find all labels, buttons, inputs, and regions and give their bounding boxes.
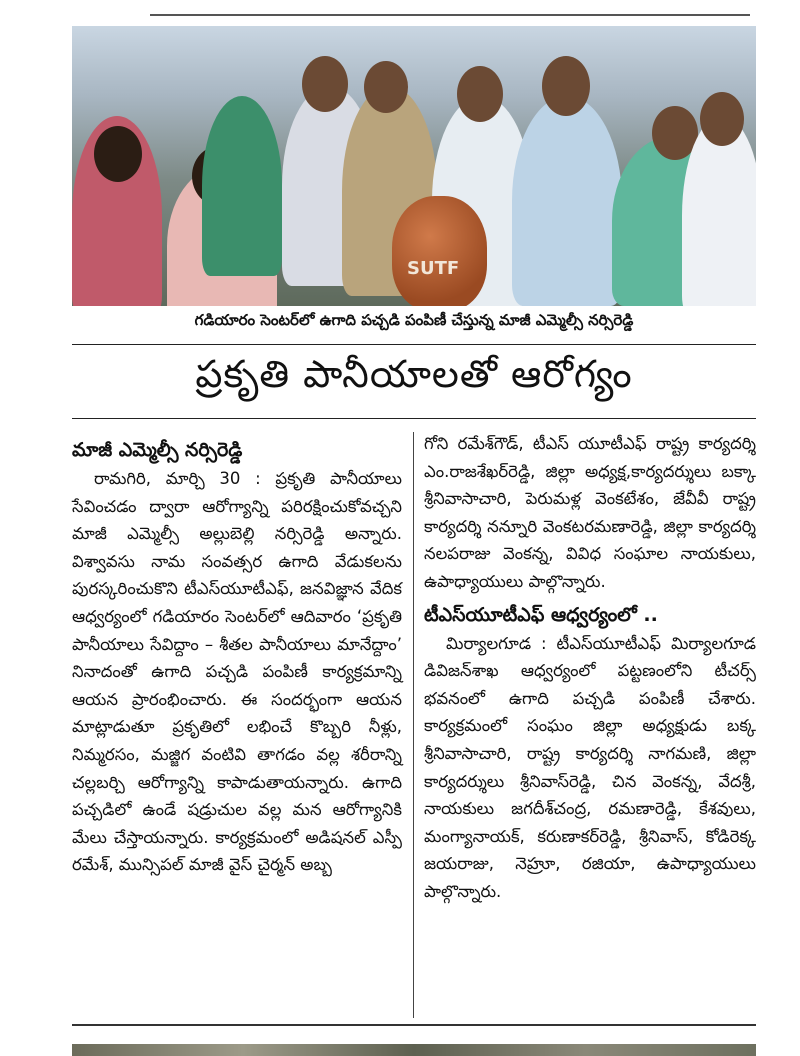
subheading: టీఎస్‌యూటీఎఫ్ ఆధ్వర్యంలో .. — [424, 603, 658, 626]
right-column-body: గోని రమేశ్‌గౌడ్, టీఎస్ యూటీఎఫ్ రాష్ట్ర కార్యదర్శి ఎం.రాజశేఖర్‌రెడ్డి, జిల్లా అధ్యక్ష,కార్యదర్శులు బక్కా శ్రీనివాసాచారి, పెరుమళ్ల వెంకటేశం, జేవీవీ రాష్ట్ర కార్యదర్శి నన్నూరి వెంకటరమణారెడ్డి, జిల్లా కార్యదర్శి నలపరాజు వెంకన్న, వివిధ సంఘాల నాయకులు, ఉపాధ్యాయులు పాల్గొన్నారు. — [424, 434, 756, 591]
headline-rule — [72, 418, 756, 419]
clay-pot — [392, 196, 487, 306]
bottom-rule — [72, 1024, 756, 1026]
person-figure — [512, 96, 622, 306]
person-head — [542, 56, 590, 116]
person-head — [364, 61, 408, 113]
top-rule — [150, 14, 750, 16]
news-photo — [72, 26, 756, 306]
person-head — [302, 56, 348, 112]
person-head — [700, 92, 744, 146]
caption-rule — [72, 344, 756, 345]
right-column-body-2: మిర్యాలగూడ : టీఎస్‌యూటీఎఫ్ మిర్యాలగూడ డివిజన్‌శాఖ ఆధ్వర్యంలో పట్టణంలోని టీచర్స్ భవనంలో ఉగాది పచ్చడి పంపిణీ చేశారు. కార్యక్రమంలో సంఘం జిల్లా అధ్యక్షుడు బక్క శ్రీనివాసాచారి, రాష్ట్ర కార్యదర్శి నాగమణి, జిల్లా కార్యదర్శులు శ్రీనివాస్‌రెడ్డి, చిన వెంకన్న, వేదశ్రీ, నాయకులు జగదీశ్‌చంద్ర, రమణారెడ్డి, కేశవులు, మంగ్యానాయక్, కరుణాకర్‌రెడ్డి, శ్రీనివాస్, కోడిరెక్క జయరాజు, నెహ్రూ, రజియా, ఉపాధ్యాయులు పాల్గొన్నారు. — [424, 633, 756, 901]
photo-caption: గడియారం సెంటర్‌లో ఉగాది పచ్చడి పంపిణీ చేస్తున్న మాజీ ఎమ్మెల్సీ నర్సిరెడ్డి — [194, 311, 634, 329]
pot-label: SUTF — [407, 258, 460, 279]
byline: మాజీ ఎమ్మెల్సీ నర్సిరెడ్డి — [72, 439, 243, 461]
left-column-body: రామగిరి, మార్చి 30 : ప్రకృతి పానీయాలు సేవించడం ద్వారా ఆరోగ్యాన్ని పరిరక్షించుకోవచ్చని మాజీ ఎమ్మెల్సీ అల్లుబెల్లి నర్సిరెడ్డి అన్నారు. విశ్వావసు నామ సంవత్సర ఉగాది వేడుకలను పురస్కరించుకొని టీఎస్‌యూటీఎఫ్, జనవిజ్ఞాన వేదిక ఆధ్వర్యంలో గడియారం సెంటర్‌లో ఆదివారం ‘ప్రకృతి పానీయాలు సేవిద్దాం – శీతల పానీయాలు మానేద్దాం’ నినాదంతో ఉగాది పచ్చడి పంపిణీ కార్యక్రమాన్ని ఆయన ప్రారంభించారు. ఈ సందర్భంగా ఆయన మాట్లాడుతూ ప్రకృతిలో లభించే కొబ్బరి నీళ్లు, నిమ్మరసం, మజ్జిగ వంటివి తాగడం వల్ల శరీరాన్ని చల్లబర్చి ఆరోగ్యాన్ని కాపాడుతాయన్నారు. ఉగాది పచ్చడిలో ఉండే షడ్రుచుల వల్ల మన ఆరోగ్యానికి మేలు చేస్తాయన్నారు. కార్యక్రమంలో అడిషనల్ ఎస్పీ రమేశ్, మున్సిపల్ మాజీ వైస్ చైర్మన్ అబ్బ — [72, 469, 402, 875]
column-divider — [413, 432, 414, 1018]
person-figure — [202, 96, 282, 276]
right-column — [424, 430, 756, 906]
next-photo-strip — [72, 1044, 756, 1056]
left-column — [72, 435, 402, 879]
headline: ప్రకృతి పానీయాలతో ఆరోగ్యం — [195, 352, 633, 396]
person-head — [457, 66, 503, 122]
person-head — [94, 126, 142, 182]
